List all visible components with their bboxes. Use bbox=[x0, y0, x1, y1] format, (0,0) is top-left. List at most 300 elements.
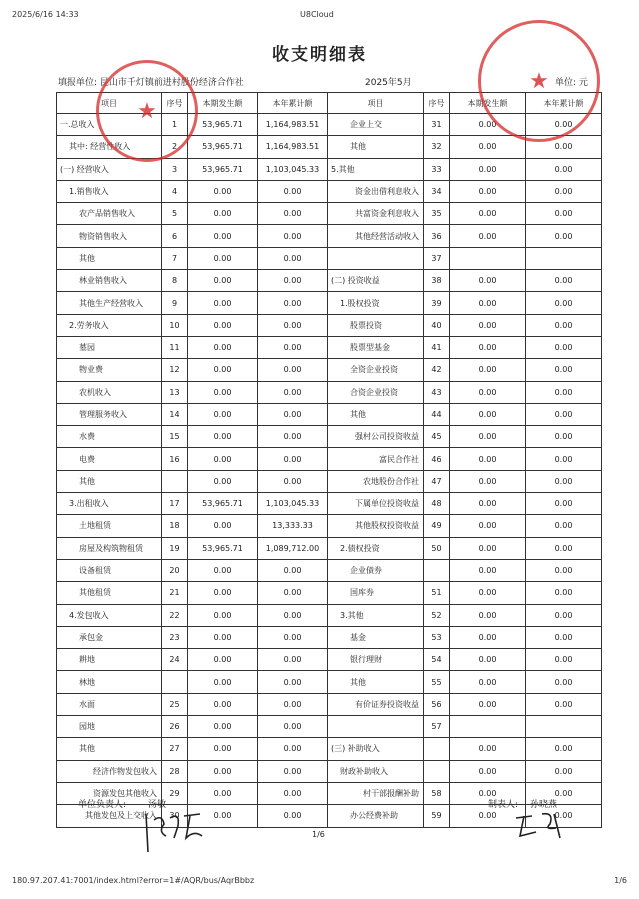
col-header: 本年累计额 bbox=[526, 93, 602, 114]
row-left-ytd: 0.00 bbox=[258, 336, 328, 358]
row-left-ytd: 0.00 bbox=[258, 381, 328, 403]
row-left-period: 0.00 bbox=[188, 693, 258, 715]
row-left-period: 0.00 bbox=[188, 203, 258, 225]
col-header: 项目 bbox=[57, 93, 162, 114]
row-right-item: 企业上交 bbox=[328, 114, 424, 136]
row-right-seq bbox=[424, 760, 450, 782]
row-left-item: 管理服务收入 bbox=[57, 403, 162, 425]
row-right-seq: 40 bbox=[424, 314, 450, 336]
row-left-ytd: 0.00 bbox=[258, 314, 328, 336]
row-right-item: 股票投资 bbox=[328, 314, 424, 336]
row-left-seq: 3 bbox=[162, 158, 188, 180]
row-right-ytd: 0.00 bbox=[526, 403, 602, 425]
preparer-name: 孙晓燕 bbox=[530, 800, 558, 810]
row-right-ytd: 0.00 bbox=[526, 582, 602, 604]
row-right-ytd: 0.00 bbox=[526, 136, 602, 158]
row-right-item: 下属单位投资收益 bbox=[328, 493, 424, 515]
table-row bbox=[57, 403, 602, 425]
row-right-period: 0.00 bbox=[450, 604, 526, 626]
row-right-item: 合资企业投资 bbox=[328, 381, 424, 403]
row-right-period: 0.00 bbox=[450, 448, 526, 470]
row-right-period: 0.00 bbox=[450, 649, 526, 671]
row-right-item: 资金出借利息收入 bbox=[328, 180, 424, 202]
row-left-ytd: 0.00 bbox=[258, 270, 328, 292]
row-right-item: 有价证券投资收益 bbox=[328, 693, 424, 715]
row-left-item: 其他发包及上交收入 bbox=[57, 805, 162, 827]
row-right-item bbox=[328, 247, 424, 269]
row-right-period: 0.00 bbox=[450, 738, 526, 760]
row-right-item: 其他经营活动收入 bbox=[328, 225, 424, 247]
table-row bbox=[57, 180, 602, 202]
row-left-ytd: 0.00 bbox=[258, 782, 328, 804]
row-right-ytd: 0.00 bbox=[526, 470, 602, 492]
row-right-period: 0.00 bbox=[450, 136, 526, 158]
row-right-item: 其他 bbox=[328, 136, 424, 158]
row-left-ytd: 0.00 bbox=[258, 225, 328, 247]
table-row bbox=[57, 426, 602, 448]
row-left-period: 0.00 bbox=[188, 515, 258, 537]
row-right-seq bbox=[424, 559, 450, 581]
table-row bbox=[57, 515, 602, 537]
table-row bbox=[57, 470, 602, 492]
row-left-seq: 29 bbox=[162, 782, 188, 804]
row-left-ytd: 1,103,045.33 bbox=[258, 158, 328, 180]
row-left-ytd: 0.00 bbox=[258, 470, 328, 492]
row-left-seq: 2 bbox=[162, 136, 188, 158]
row-left-item: 3.出租收入 bbox=[57, 493, 162, 515]
row-right-item: 股票型基金 bbox=[328, 336, 424, 358]
row-left-period: 0.00 bbox=[188, 582, 258, 604]
row-left-seq: 4 bbox=[162, 180, 188, 202]
leader-name: 汤敏 bbox=[148, 800, 167, 810]
row-right-ytd: 0.00 bbox=[526, 426, 602, 448]
row-right-item: 5.其他 bbox=[328, 158, 424, 180]
row-left-ytd: 0.00 bbox=[258, 805, 328, 827]
row-right-ytd: 0.00 bbox=[526, 782, 602, 804]
row-right-period: 0.00 bbox=[450, 381, 526, 403]
row-left-ytd: 0.00 bbox=[258, 671, 328, 693]
row-right-period: 0.00 bbox=[450, 270, 526, 292]
row-right-ytd: 0.00 bbox=[526, 292, 602, 314]
row-left-seq: 19 bbox=[162, 537, 188, 559]
income-detail-table bbox=[56, 92, 602, 828]
row-left-seq: 24 bbox=[162, 649, 188, 671]
row-right-seq: 38 bbox=[424, 270, 450, 292]
leader-label: 单位负责人: bbox=[78, 800, 127, 810]
row-right-item: 其他股权投资收益 bbox=[328, 515, 424, 537]
table-row bbox=[57, 738, 602, 760]
row-left-item: 水面 bbox=[57, 693, 162, 715]
row-left-item: 其他 bbox=[57, 470, 162, 492]
leader-signature bbox=[140, 808, 220, 858]
row-left-seq: 16 bbox=[162, 448, 188, 470]
row-right-period: 0.00 bbox=[450, 225, 526, 247]
row-right-period: 0.00 bbox=[450, 537, 526, 559]
row-right-period: 0.00 bbox=[450, 782, 526, 804]
row-left-ytd: 0.00 bbox=[258, 403, 328, 425]
row-left-ytd: 1,164,983.51 bbox=[258, 114, 328, 136]
print-app-name: U8Cloud bbox=[300, 10, 334, 19]
row-right-period: 0.00 bbox=[450, 403, 526, 425]
report-currency: 单位: 元 bbox=[555, 78, 588, 88]
row-left-period: 53,965.71 bbox=[188, 158, 258, 180]
row-right-ytd: 0.00 bbox=[526, 314, 602, 336]
row-right-item: 2.债权投资 bbox=[328, 537, 424, 559]
row-right-ytd: 0.00 bbox=[526, 671, 602, 693]
row-right-item: 办公经费补助 bbox=[328, 805, 424, 827]
row-right-period: 0.00 bbox=[450, 426, 526, 448]
row-right-period bbox=[450, 247, 526, 269]
report-unit: 填报单位: 昆山市千灯镇前进村股份经济合作社 bbox=[58, 78, 244, 88]
row-right-item: 1.股权投资 bbox=[328, 292, 424, 314]
table-row bbox=[57, 493, 602, 515]
row-right-seq: 52 bbox=[424, 604, 450, 626]
print-datetime: 2025/6/16 14:33 bbox=[12, 10, 79, 19]
row-right-ytd: 0.00 bbox=[526, 180, 602, 202]
row-left-period: 0.00 bbox=[188, 782, 258, 804]
row-right-period: 0.00 bbox=[450, 114, 526, 136]
row-left-period: 53,965.71 bbox=[188, 493, 258, 515]
col-header: 本年累计额 bbox=[258, 93, 328, 114]
row-right-seq: 54 bbox=[424, 649, 450, 671]
row-left-period: 0.00 bbox=[188, 716, 258, 738]
row-right-ytd: 0.00 bbox=[526, 693, 602, 715]
row-left-ytd: 0.00 bbox=[258, 738, 328, 760]
row-left-ytd: 0.00 bbox=[258, 559, 328, 581]
row-left-seq: 8 bbox=[162, 270, 188, 292]
row-left-ytd: 0.00 bbox=[258, 582, 328, 604]
row-left-seq: 20 bbox=[162, 559, 188, 581]
row-right-seq: 42 bbox=[424, 359, 450, 381]
row-left-item: 资源发包其他收入 bbox=[57, 782, 162, 804]
row-left-period: 0.00 bbox=[188, 359, 258, 381]
row-right-period: 0.00 bbox=[450, 292, 526, 314]
row-left-item: 承包金 bbox=[57, 626, 162, 648]
table-row bbox=[57, 314, 602, 336]
row-left-ytd: 1,103,045.33 bbox=[258, 493, 328, 515]
row-right-ytd: 0.00 bbox=[526, 493, 602, 515]
row-left-item: 1.销售收入 bbox=[57, 180, 162, 202]
row-right-ytd: 0.00 bbox=[526, 604, 602, 626]
table-row bbox=[57, 693, 602, 715]
supervision-committee-seal bbox=[478, 20, 600, 142]
row-left-ytd: 0.00 bbox=[258, 426, 328, 448]
row-right-seq: 33 bbox=[424, 158, 450, 180]
table-row bbox=[57, 582, 602, 604]
row-left-item: 园地 bbox=[57, 716, 162, 738]
row-right-seq: 58 bbox=[424, 782, 450, 804]
row-left-item: 设备租赁 bbox=[57, 559, 162, 581]
row-right-period: 0.00 bbox=[450, 671, 526, 693]
row-left-period: 0.00 bbox=[188, 604, 258, 626]
row-left-seq: 6 bbox=[162, 225, 188, 247]
row-left-seq: 27 bbox=[162, 738, 188, 760]
row-right-period: 0.00 bbox=[450, 158, 526, 180]
col-header: 本期发生额 bbox=[188, 93, 258, 114]
row-left-item: 4.发包收入 bbox=[57, 604, 162, 626]
page-url: 180.97.207.41:7001/index.html?error=1#/AQR/bus/AqrBbbz bbox=[12, 876, 255, 885]
row-left-seq: 1 bbox=[162, 114, 188, 136]
col-header: 本期发生额 bbox=[450, 93, 526, 114]
row-left-period: 0.00 bbox=[188, 180, 258, 202]
row-left-item: (一) 经营收入 bbox=[57, 158, 162, 180]
row-right-period: 0.00 bbox=[450, 470, 526, 492]
row-left-ytd: 0.00 bbox=[258, 626, 328, 648]
row-left-seq: 23 bbox=[162, 626, 188, 648]
row-left-period: 0.00 bbox=[188, 314, 258, 336]
row-right-period: 0.00 bbox=[450, 203, 526, 225]
row-left-seq: 12 bbox=[162, 359, 188, 381]
row-left-item: 农机收入 bbox=[57, 381, 162, 403]
table-row bbox=[57, 270, 602, 292]
row-right-ytd: 0.00 bbox=[526, 270, 602, 292]
row-left-period: 0.00 bbox=[188, 292, 258, 314]
row-right-ytd: 0.00 bbox=[526, 760, 602, 782]
row-left-ytd: 1,164,983.51 bbox=[258, 136, 328, 158]
row-left-item: 其他生产经营收入 bbox=[57, 292, 162, 314]
row-left-seq: 13 bbox=[162, 381, 188, 403]
row-right-period bbox=[450, 716, 526, 738]
table-row bbox=[57, 559, 602, 581]
row-right-ytd: 0.00 bbox=[526, 559, 602, 581]
table-row bbox=[57, 671, 602, 693]
row-left-seq: 11 bbox=[162, 336, 188, 358]
row-right-item: 共富资金利息收入 bbox=[328, 203, 424, 225]
row-right-seq: 41 bbox=[424, 336, 450, 358]
preparer-label: 制表人: bbox=[488, 800, 519, 810]
row-left-period: 0.00 bbox=[188, 470, 258, 492]
report-title: 收支明细表 bbox=[272, 45, 367, 65]
row-left-ytd: 0.00 bbox=[258, 203, 328, 225]
row-left-item: 其中: 经营性收入 bbox=[57, 136, 162, 158]
page-number-right: 1/6 bbox=[614, 876, 627, 885]
row-right-seq: 44 bbox=[424, 403, 450, 425]
row-right-seq: 31 bbox=[424, 114, 450, 136]
row-right-ytd: 0.00 bbox=[526, 738, 602, 760]
row-right-seq: 48 bbox=[424, 493, 450, 515]
row-right-seq: 56 bbox=[424, 693, 450, 715]
row-right-seq bbox=[424, 738, 450, 760]
row-right-period: 0.00 bbox=[450, 359, 526, 381]
row-right-item: 企业债券 bbox=[328, 559, 424, 581]
row-right-item: 村干部报酬补助 bbox=[328, 782, 424, 804]
row-right-item: 农地股份合作社 bbox=[328, 470, 424, 492]
table-row bbox=[57, 292, 602, 314]
table-row bbox=[57, 359, 602, 381]
row-right-item: 其他 bbox=[328, 403, 424, 425]
row-right-period: 0.00 bbox=[450, 582, 526, 604]
row-left-ytd: 0.00 bbox=[258, 760, 328, 782]
table-row bbox=[57, 448, 602, 470]
row-right-item: 3.其他 bbox=[328, 604, 424, 626]
row-left-period: 0.00 bbox=[188, 738, 258, 760]
row-left-seq: 18 bbox=[162, 515, 188, 537]
table-row bbox=[57, 782, 602, 804]
seal-star-icon: ★ bbox=[137, 98, 157, 124]
cooperative-seal bbox=[96, 60, 198, 162]
row-left-item: 其他 bbox=[57, 247, 162, 269]
row-right-seq: 39 bbox=[424, 292, 450, 314]
row-left-seq: 7 bbox=[162, 247, 188, 269]
row-left-seq: 21 bbox=[162, 582, 188, 604]
row-right-seq: 47 bbox=[424, 470, 450, 492]
table-row bbox=[57, 716, 602, 738]
row-right-ytd: 0.00 bbox=[526, 649, 602, 671]
row-left-seq: 26 bbox=[162, 716, 188, 738]
row-left-ytd: 0.00 bbox=[258, 180, 328, 202]
seal-star-icon: ★ bbox=[529, 68, 549, 94]
row-left-item: 其他租赁 bbox=[57, 582, 162, 604]
row-right-ytd bbox=[526, 716, 602, 738]
row-right-ytd bbox=[526, 247, 602, 269]
table-row bbox=[57, 760, 602, 782]
row-right-item: 银行理财 bbox=[328, 649, 424, 671]
row-left-seq: 14 bbox=[162, 403, 188, 425]
row-right-period: 0.00 bbox=[450, 336, 526, 358]
table-row bbox=[57, 158, 602, 180]
row-right-seq: 50 bbox=[424, 537, 450, 559]
table-row bbox=[57, 336, 602, 358]
row-left-item: 物业费 bbox=[57, 359, 162, 381]
row-right-item: 国库券 bbox=[328, 582, 424, 604]
page-number-center: 1/6 bbox=[312, 830, 325, 839]
row-left-seq: 5 bbox=[162, 203, 188, 225]
row-left-period: 53,965.71 bbox=[188, 114, 258, 136]
row-left-seq: 9 bbox=[162, 292, 188, 314]
row-left-seq: 15 bbox=[162, 426, 188, 448]
row-right-seq: 46 bbox=[424, 448, 450, 470]
row-right-item: 全资企业投资 bbox=[328, 359, 424, 381]
row-left-item: 2.劳务收入 bbox=[57, 314, 162, 336]
row-right-item: (三) 补助收入 bbox=[328, 738, 424, 760]
row-right-ytd: 0.00 bbox=[526, 114, 602, 136]
row-left-item: 一.总收入 bbox=[57, 114, 162, 136]
row-right-seq: 36 bbox=[424, 225, 450, 247]
row-left-ytd: 0.00 bbox=[258, 693, 328, 715]
row-left-item: 林地 bbox=[57, 671, 162, 693]
row-right-ytd: 0.00 bbox=[526, 336, 602, 358]
row-left-period: 0.00 bbox=[188, 671, 258, 693]
row-right-seq: 59 bbox=[424, 805, 450, 827]
row-left-seq bbox=[162, 671, 188, 693]
row-right-item: 强村公司投资收益 bbox=[328, 426, 424, 448]
row-left-ytd: 0.00 bbox=[258, 604, 328, 626]
row-right-item: 基金 bbox=[328, 626, 424, 648]
report-period: 2025年5月 bbox=[365, 78, 412, 88]
row-left-ytd: 13,333.33 bbox=[258, 515, 328, 537]
row-right-ytd: 0.00 bbox=[526, 626, 602, 648]
row-left-item: 物资销售收入 bbox=[57, 225, 162, 247]
row-left-period: 0.00 bbox=[188, 247, 258, 269]
row-left-period: 0.00 bbox=[188, 805, 258, 827]
col-header: 项目 bbox=[328, 93, 424, 114]
row-right-item: (二) 投资收益 bbox=[328, 270, 424, 292]
row-left-period: 0.00 bbox=[188, 649, 258, 671]
row-left-period: 0.00 bbox=[188, 626, 258, 648]
row-right-item bbox=[328, 716, 424, 738]
row-right-period: 0.00 bbox=[450, 314, 526, 336]
row-left-period: 0.00 bbox=[188, 381, 258, 403]
row-left-item: 林业销售收入 bbox=[57, 270, 162, 292]
row-left-ytd: 0.00 bbox=[258, 716, 328, 738]
row-right-ytd: 0.00 bbox=[526, 225, 602, 247]
row-left-seq: 25 bbox=[162, 693, 188, 715]
row-left-item: 经济作物发包收入 bbox=[57, 760, 162, 782]
row-right-period: 0.00 bbox=[450, 760, 526, 782]
row-right-seq: 51 bbox=[424, 582, 450, 604]
row-right-period: 0.00 bbox=[450, 180, 526, 202]
row-left-item: 农产品销售收入 bbox=[57, 203, 162, 225]
table-row bbox=[57, 537, 602, 559]
table-row bbox=[57, 604, 602, 626]
row-left-seq: 22 bbox=[162, 604, 188, 626]
row-left-item: 土地租赁 bbox=[57, 515, 162, 537]
row-left-period: 0.00 bbox=[188, 760, 258, 782]
row-left-seq: 28 bbox=[162, 760, 188, 782]
table-row bbox=[57, 225, 602, 247]
row-left-ytd: 0.00 bbox=[258, 649, 328, 671]
col-header: 序号 bbox=[162, 93, 188, 114]
row-left-period: 0.00 bbox=[188, 448, 258, 470]
row-right-seq: 37 bbox=[424, 247, 450, 269]
row-left-ytd: 0.00 bbox=[258, 359, 328, 381]
table-row bbox=[57, 649, 602, 671]
row-right-seq: 45 bbox=[424, 426, 450, 448]
table-row bbox=[57, 247, 602, 269]
row-left-period: 0.00 bbox=[188, 559, 258, 581]
row-right-seq: 55 bbox=[424, 671, 450, 693]
row-left-seq: 30 bbox=[162, 805, 188, 827]
row-right-period: 0.00 bbox=[450, 559, 526, 581]
row-right-item: 财政补助收入 bbox=[328, 760, 424, 782]
row-left-ytd: 0.00 bbox=[258, 292, 328, 314]
row-left-seq: 10 bbox=[162, 314, 188, 336]
row-left-ytd: 1,089,712.00 bbox=[258, 537, 328, 559]
row-right-ytd: 0.00 bbox=[526, 359, 602, 381]
row-left-ytd: 0.00 bbox=[258, 247, 328, 269]
row-right-ytd: 0.00 bbox=[526, 515, 602, 537]
preparer-signature bbox=[510, 808, 570, 844]
row-left-item: 耕地 bbox=[57, 649, 162, 671]
row-left-seq bbox=[162, 470, 188, 492]
row-right-ytd: 0.00 bbox=[526, 537, 602, 559]
row-right-seq: 57 bbox=[424, 716, 450, 738]
row-right-item: 其他 bbox=[328, 671, 424, 693]
table-row bbox=[57, 381, 602, 403]
row-right-seq: 35 bbox=[424, 203, 450, 225]
row-left-item: 电费 bbox=[57, 448, 162, 470]
row-left-period: 0.00 bbox=[188, 270, 258, 292]
col-header: 序号 bbox=[424, 93, 450, 114]
row-right-ytd: 0.00 bbox=[526, 203, 602, 225]
row-right-period: 0.00 bbox=[450, 493, 526, 515]
row-right-seq: 49 bbox=[424, 515, 450, 537]
row-left-item: 其他 bbox=[57, 738, 162, 760]
row-right-seq: 43 bbox=[424, 381, 450, 403]
row-left-period: 0.00 bbox=[188, 336, 258, 358]
row-left-period: 0.00 bbox=[188, 225, 258, 247]
row-left-period: 53,965.71 bbox=[188, 136, 258, 158]
row-left-item: 墓园 bbox=[57, 336, 162, 358]
row-right-ytd: 0.00 bbox=[526, 158, 602, 180]
row-right-item: 富民合作社 bbox=[328, 448, 424, 470]
row-right-seq: 34 bbox=[424, 180, 450, 202]
row-left-item: 水费 bbox=[57, 426, 162, 448]
row-right-ytd: 0.00 bbox=[526, 805, 602, 827]
row-right-period: 0.00 bbox=[450, 515, 526, 537]
row-left-period: 0.00 bbox=[188, 426, 258, 448]
row-right-period: 0.00 bbox=[450, 693, 526, 715]
